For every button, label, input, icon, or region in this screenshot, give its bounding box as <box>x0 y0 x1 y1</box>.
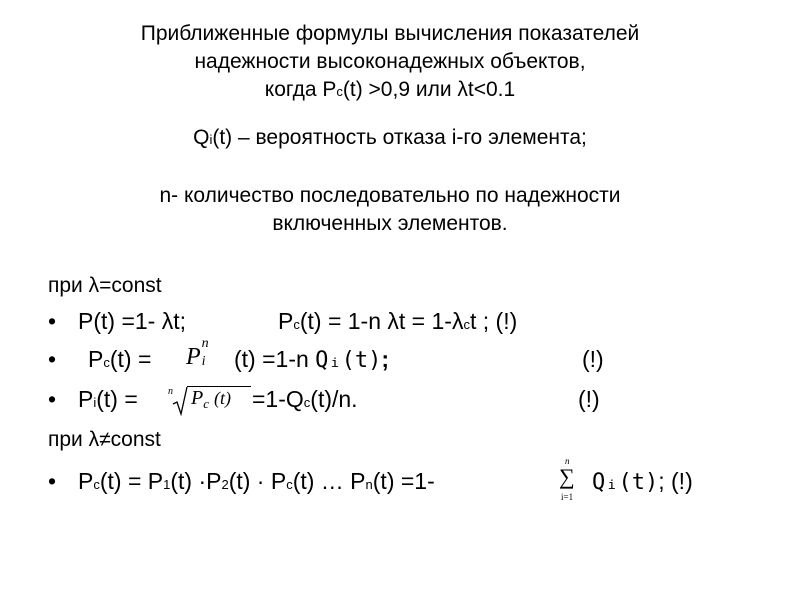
n-definition-line-1: n- количество последовательно по надежности <box>159 184 621 207</box>
lambda-symbol: λ <box>387 308 399 334</box>
title-line-2: надежности высоконадежных объектов, <box>194 50 586 73</box>
lambda-symbol: λ <box>457 78 468 101</box>
section-const: при λ=const <box>48 274 162 297</box>
formula-item-1: • P(t) =1- λt; Pc(t) = 1-n λt = 1-λct ; (!) <box>48 308 518 334</box>
lambda-symbol: λ <box>88 428 100 451</box>
lambda-symbol: λ <box>88 274 100 297</box>
summation-symbol: n ∑ i=1 <box>559 456 575 502</box>
q-definition: Qi(t) – вероятность отказа i-го элемента; <box>193 126 587 149</box>
formula-list <box>48 274 748 512</box>
definitions <box>40 124 740 238</box>
radical-sign-icon <box>172 386 188 416</box>
sigma-icon: ∑ <box>559 464 575 489</box>
exclamation-mark: (!) <box>582 346 604 372</box>
title-line-3: когда Pc(t) >0,9 или λt<0.1 <box>264 78 516 101</box>
slide-title <box>40 20 740 106</box>
bullet: • <box>48 308 57 334</box>
p-i-n-formula: P n i <box>186 336 209 370</box>
q-i-term: Qᵢ(t) <box>592 470 659 495</box>
bullet: • <box>48 386 57 412</box>
lambda-symbol: λ <box>161 308 174 334</box>
bullet: • <box>48 346 57 372</box>
bullet: • <box>48 468 57 494</box>
section-non-const: при λ≠const <box>48 428 161 451</box>
lambda-symbol: λ <box>451 308 464 334</box>
formula-item-3: • Pi(t) = n $P_c$ (t) =1-Qc(t)/n. (!) <box>48 386 748 428</box>
title-line-1: Приближенные формулы вычисления показателей <box>140 22 640 45</box>
q-i-term: Qᵢ(t) <box>315 348 382 373</box>
formula-item-4: • Pc(t) = P1(t) ·P2(t) · Pc(t) … Pn(t) =1- n ∑ i=1 Qᵢ(t); (!) <box>48 462 748 512</box>
n-definition-line-2: включенных элементов. <box>272 212 508 235</box>
formula-item-2: • Pc(t) = P n i (t) =1-n Qᵢ(t); (!) <box>48 336 604 373</box>
exclamation-mark: (!) <box>578 386 600 412</box>
